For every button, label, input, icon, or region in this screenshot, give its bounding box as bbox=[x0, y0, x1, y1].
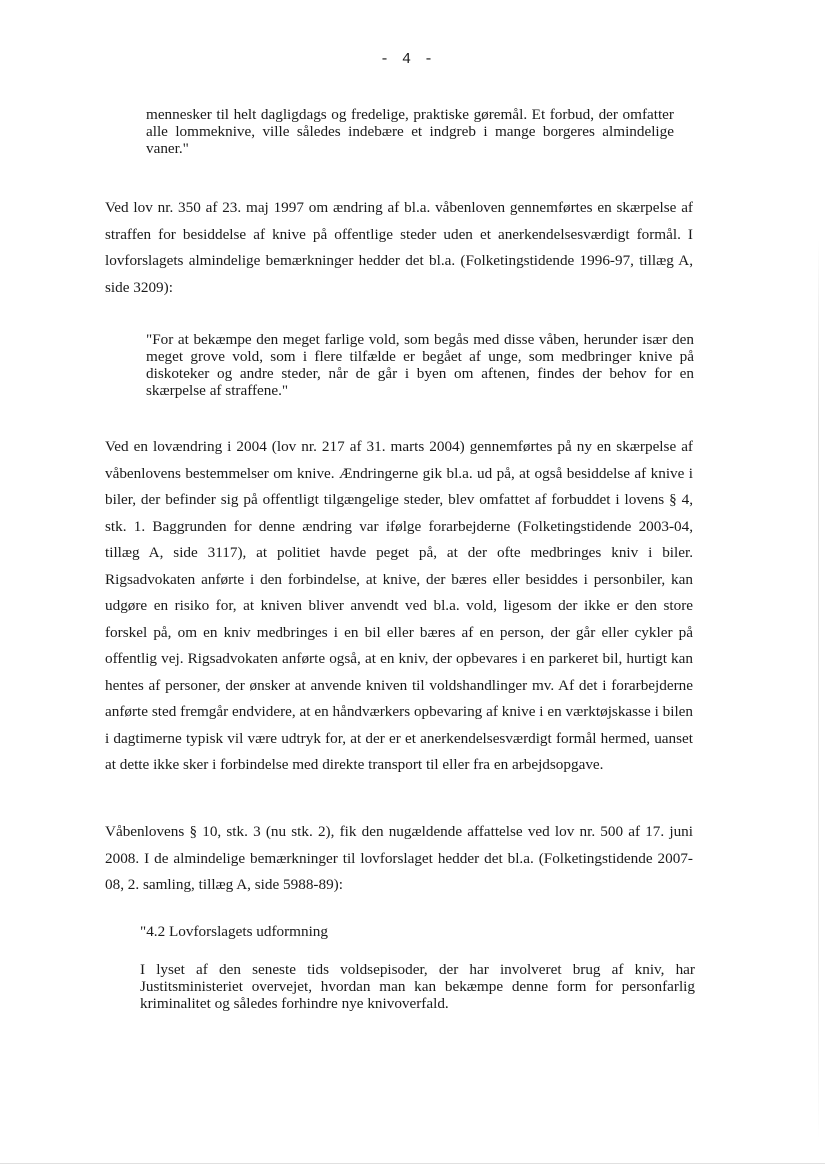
paragraph-law-2008: Våbenlovens § 10, stk. 3 (nu stk. 2), fik den nugældende affattelse ved lov nr. 500 af 17. juni 2008. I de almindelige bemærkninger til lovforslaget hedder det bl.a. (Folketingstidende 2007-08, 2. samling, tillæg A, side 5988-89): bbox=[105, 823, 693, 893]
quote-block-2: "For at bekæmpe den meget farlige vold, som begås med disse våben, herunder især den meget grove vold, som i flere tilfælde er begået af unge, som medbringer knive på diskoteker og andre steder, når de går i byen om aftenen, findes der behov for en skærpelse af straffene." bbox=[146, 331, 694, 399]
scan-edge-bottom bbox=[0, 1163, 825, 1164]
quote-block-1: mennesker til helt dagligdags og fredelige, praktiske gøremål. Et forbud, der omfatter alle lommeknive, ville således indebære et indgreb i mange borgeres almindelige vaner." bbox=[146, 106, 674, 157]
quote-block-3: I lyset af den seneste tids voldsepisoder, der har involveret brug af kniv, har Justitsministeriet overvejet, hvordan man kan bekæmpe denne form for personfarlig kriminalitet og således forhindre nye knivoverfald. bbox=[140, 961, 695, 1012]
paragraph-law-1997: Ved lov nr. 350 af 23. maj 1997 om ændring af bl.a. våbenloven gennemførtes en skærpelse af straffen for besiddelse af knive på offentlige steder uden et anerkendelsesværdigt formål. I lovforslagets almindelige bemærkninger hedder det bl.a. (Folketingstidende 1996-97, tillæg A, side 3209): bbox=[105, 199, 693, 296]
scan-edge-right bbox=[818, 240, 819, 1140]
page-number: - 4 - bbox=[380, 51, 436, 68]
paragraph-law-2004: Ved en lovændring i 2004 (lov nr. 217 af 31. marts 2004) gennemførtes på ny en skærpelse af våbenlovens bestemmelser om knive. Ændringerne gik bl.a. ud på, at også besiddelse af knive i biler, der befinder sig på offentligt tilgængelige steder, blev omfattet af forbuddet i lovens § 4, stk. 1. Baggrunden for denne ændring var ifølge forarbejderne (Folketingstidende 2003-04, tillæg A, side 3117), at politiet havde peget på, at der ofte medbringes kniv i biler. Rigsadvokaten anførte i den forbindelse, at knive, der bæres eller besiddes i personbiler, kan udgøre en risiko for, at kniven bliver anvendt ved bl.a. vold, ligesom der ikke er den store forskel på, om en kniv medbringes i en bil eller bæres af en person, der går eller cykler på offentlig vej. Rigsadvokaten anførte også, at en kniv, der opbevares i en parkeret bil, hurtigt kan hentes af personer, der ønsker at anvende kniven til voldshandlinger mv. Af det i forarbejderne anførte sted fremgår endvidere, at en håndværkers opbevaring af knive i en værktøjskasse i bilen i dagtimerne typisk vil være udtryk for, at der er et anerkendelsesværdigt formål hermed, uanset at dette ikke sker i forbindelse med direkte transport til eller fra en arbejdsopgave. bbox=[105, 438, 693, 773]
quote-heading: "4.2 Lovforslagets udformning bbox=[140, 923, 328, 940]
